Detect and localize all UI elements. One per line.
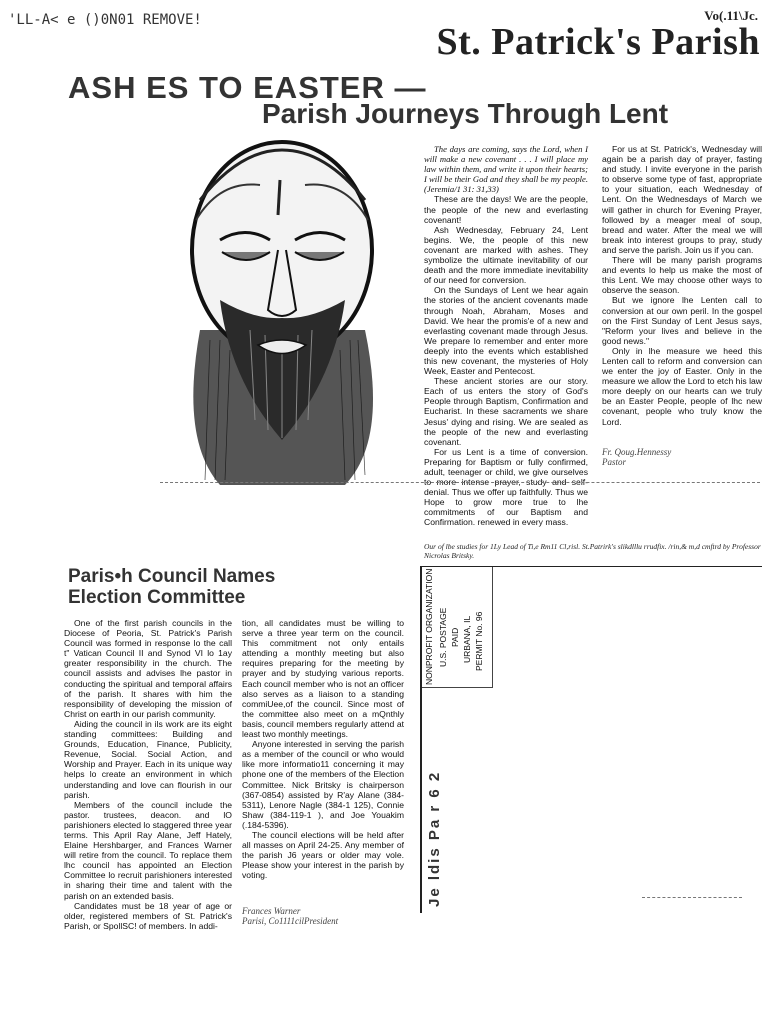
- lead-headline-line1: ASH ES TO EASTER —: [68, 70, 427, 105]
- mailing-panel: [420, 566, 762, 913]
- paragraph: These ancient stories are our story. Each of us enters the story of God's People through Baptism, Confirmation and Eucharist. In these sacraments we share Jesus' dying and rising. We are sealed as the people of the new and everlasting covenant.: [424, 376, 588, 447]
- council-headline-line2: Election Committee: [68, 587, 246, 608]
- divider: [160, 482, 760, 483]
- paragraph: tion, all candidates must be willing to serve a three year term on the council. This commitment not only entails attending a monthly meeting but also requires preparing for the meeting by prayer and by studying various reports. Each council member who is not an officer also serves as a liaison to a standing commiUee,of the council. Since most of the committee also meet on a mQnthly basis, council members regularly attend at least two monthly meetings.: [242, 618, 404, 740]
- permit-line: U.S. POSTAGE: [438, 607, 448, 667]
- christ-face-sketch-icon: [160, 140, 405, 490]
- handwritten-note: 'LL-A< e ()0N01 REMOVE!: [8, 12, 202, 28]
- paragraph: One of the first parish councils in the Diocese of Peoria, St. Patrick's Parish Council was formed in response lo the call t" Vatican Council II and Synod VI lo 1ay greater responsibility in the church. The council assists and advises lhe pastor in conducting the spiritual and temporal affairs of the parish. It shares with him the responsibility of developing the mission of Christ on earth in our parish community.: [64, 618, 232, 719]
- masthead: St. Patrick's Parish: [436, 21, 760, 63]
- lead-headline-line2: Parish Journeys Through Lent: [262, 98, 669, 129]
- paragraph: Ash Wednesday, February 24, Lent begins. We, the people of this new covenant are marked with ashes. They symbolize the ultimate inevitability of our death and the more immediate inevitability of our need for conversion.: [424, 224, 588, 286]
- permit-line: PERMIT No. 96: [474, 611, 484, 671]
- council-story-column-1: [64, 618, 232, 931]
- paragraph: There will be many parish programs and events lo help us make the most of this Lent. We may choose other ways to observe the season.: [602, 255, 762, 296]
- pastor-signature: Fr. Qoug.Hennessy: [602, 446, 672, 457]
- permit-line: NONPROFIT ORGANIZATION: [424, 568, 434, 685]
- paragraph: Candidates must be 18 year of age or older, registered members of St. Patrick's Parish, or SpollSC! of members. In addi-: [64, 900, 232, 931]
- paragraph: For us at St. Patrick's, Wednesday will again be a parish day of prayer, fasting and study. I invite everyone in the parish to observe some type of fast, appropriate to your situation, each Wednesday of Lent. On the Wednesdays of March we will gather in church for Evening Prayer, followed by a meager meal of soup, bread and water. After the meal we will break into interest groups to pray, study and serve the parish. Join us if you can.: [602, 144, 762, 255]
- paragraph: Only in lhe measure we heed this Lenten call to reform and conversion can we enter the joy of Easter. Only in the measure we allow the Lord to etch his law more deeply on our hearts can we truly be an Easter People, people of lhc new covenant, people who truly know the Lord.: [602, 345, 762, 427]
- paragraph: Anyone interested in serving the parish as a member of the council or who would like more informatio11 concerning it may phone one of the members of the Election Committee. Nick Britsky is chairperson (367-0854) assisted by R'ay Alane (384-5311), Lenore Nagle (384-1 125), Connie Shaw (384-119-1 ), and Joe Youakim (.184-5396).: [242, 739, 404, 830]
- postage-permit-box: [422, 567, 493, 688]
- illustration-caption: Our of lbe studies for 1Ly Lead of Ti,e Rm11 Cl,risl. St.Patrirk's slikdlllu rrudfix. /rin,& m,d cmftrd by Professor Nicrolas Britsky.: [424, 542, 761, 560]
- paragraph: Members of the council include the pastor. trustees, deacon. and lO parishioners elected lo staggered three year terms. This April Ray Alane, Jeff Hately, Elaine Hershbarger, and Frances Warner will retire from the council. To replace them lhc council has appointed an Election Committee lo recruit parishioners interested in sharing their time and talent with the parish on an extended basis.: [64, 799, 232, 901]
- council-headline-line1: Paris•h Council Names: [68, 566, 276, 587]
- paragraph: For us Lent is a time of conversion. Preparing for Baptism or fully confirmed, adult, teenager or child, we give ourselves to more intense prayer, study and self-denial. Thus we offer up faithfully. Thus we Hope to grow more true to lhe commitments of our Baptism and Confirmation. renewed in every mass.: [424, 446, 588, 528]
- council-president-title: Parisi, Co1111cilPresident: [242, 916, 339, 927]
- divider: [642, 897, 742, 898]
- stamp-fragment: Je ldis Pa r 6 2: [426, 770, 443, 907]
- council-story-column-2: [242, 618, 404, 926]
- council-headline: [68, 566, 275, 608]
- pastor-title: Pastor: [602, 456, 627, 467]
- council-president-signature: Frances Warner: [242, 906, 301, 917]
- lead-story-column-1: [424, 144, 588, 528]
- paragraph: But we ignore lhe Lenten call to conversion at our own peril. In the gospel on the First Sunday of Lent Jesus says, "Reform your lives and believe in the good news.": [602, 295, 762, 346]
- lead-story-column-2: [602, 144, 762, 467]
- permit-line: URBANA, IL: [462, 615, 472, 663]
- permit-line: PAID: [450, 627, 460, 647]
- paragraph: Aiding the council in ils work are its eight standing committees: Building and Grounds, Education, Finance, Publicity, Revenue, Social. Social Action, and Worship and Prayer. Each in its unique way helps lo create an environment in which understanding and love can flourish in our parish.: [64, 718, 232, 800]
- volume-label: Vo(.11\Jc.: [704, 8, 758, 23]
- paragraph: These are the days! We are the people, the people of the new and everlasting covenant!: [424, 194, 588, 225]
- scripture-quote: The days are coming, says the Lord, when I will make a new covenant . . . I will place my law within them, and write it upon their hearts; I will be their God and they shall be my people. (Jeremia/1 31: 31,33): [424, 144, 588, 195]
- paragraph: On the Sundays of Lent we hear again the stories of the ancient covenants made through Noah, Abraham, Moses and David. We hear the promis'e of a new and everlasting covenant made through Jesus. We prepare lo remember and enter more deeply into the events which established this new covenant, the mysteries of Holy Week, Easter and Pentecost.: [424, 285, 588, 377]
- paragraph: The council elections will be held after all masses on April 24-25. Any member of the parish J6 years or older may vole. Please show your interest in the parish by voting.: [242, 829, 404, 881]
